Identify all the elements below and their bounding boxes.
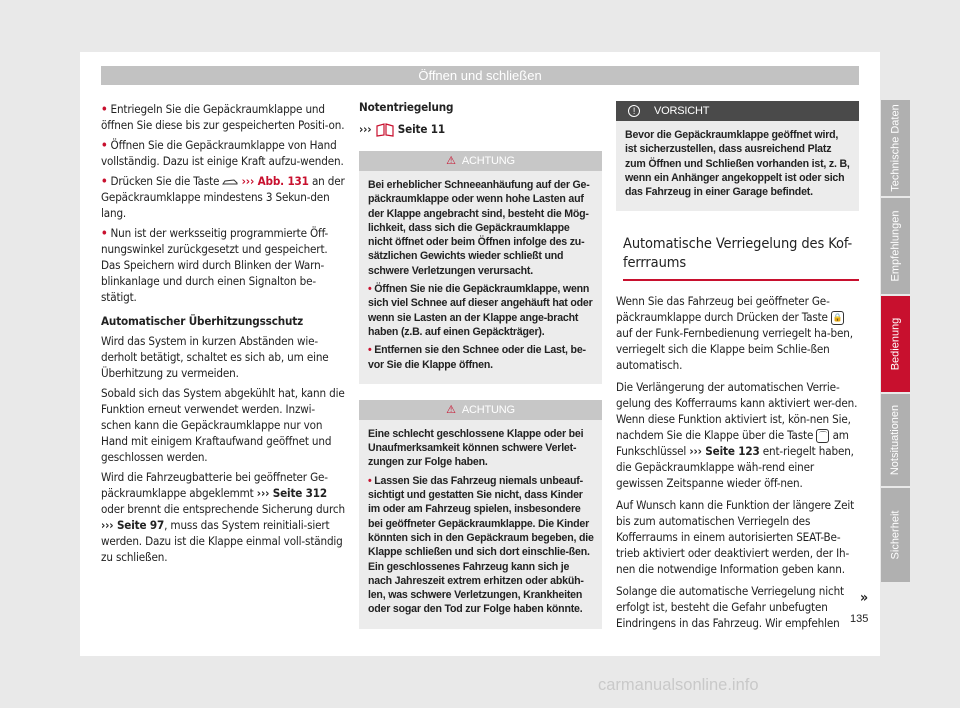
warning-bullet: • Öffnen Sie nie die Gepäckraumklappe, wenn sich viel Schnee auf dieser angehäuft hat oder wenn sie Lasten an der Klappe ange-bracht haben (z.B. auf einen Gepäckträger). (368, 283, 593, 338)
trunk-key-icon: ⌒ (816, 429, 829, 443)
tab-notsituationen[interactable]: Notsituationen (881, 394, 910, 486)
paragraph: Wird das System in kurzen Abständen wie-derholt betätigt, schaltet es sich ab, um eine Überhitzung zu vermeiden. (101, 334, 329, 380)
caution-header: ! VORSICHT (616, 101, 859, 121)
bullet-dot: • (101, 174, 108, 188)
lock-key-icon: 🔒 (831, 311, 844, 325)
paragraph: Auf Wunsch kann die Funktion der längere Zeit bis zum automatischen Verriegeln des Kofferraums in einem autorisierten SEAT-Be-trieb aktiviert oder deaktiviert werden, der Ih-nen die notwendige Information geben kann. (616, 498, 855, 577)
caution-text: Bevor die Gepäckraumklappe geöffnet wird, ist sicherzustellen, dass ausreichend Platz zum Öffnen und Schließen vorhanden ist, z. B, wenn ein Anhänger angekoppelt ist oder sich das Fahrzeug in einer Garage befindet. (625, 129, 850, 199)
tab-empfehlungen[interactable]: Empfehlungen (881, 198, 910, 294)
section-heading-notentriegelung: Notentriegelung (359, 100, 454, 114)
page-link-123[interactable]: ››› Seite 123 (689, 444, 760, 459)
bullet-4: • Nun ist der werksseitig programmierte Öff-nungswinkel zurückgesetzt und gespeichert. Das Speichern wird durch Blinken der Warn-blinkanlage und durch einen Signalton be-stätigt. (101, 226, 329, 304)
warning-bullet: • Entfernen sie den Schnee oder die Last, be-vor Sie die Klappe öffnen. (368, 344, 586, 371)
warning-header: ⚠ ACHTUNG (359, 151, 602, 171)
bullet-2: • Öffnen Sie die Gepäckraumklappe von Hand vollständig. Dazu ist einige Kraft aufzu-wenden. (101, 138, 344, 168)
paragraph: Solange die automatische Verriegelung nicht erfolgt ist, besteht die Gefahr unbefugten Eindringens in das Fahrzeug. Wir empfehlen (616, 584, 844, 631)
column-2 (359, 99, 602, 629)
trunk-button-icon (222, 178, 238, 186)
page-number: 135 (850, 613, 869, 625)
column-1 (101, 101, 345, 569)
bullet-dot: • (101, 226, 108, 240)
warning-triangle-icon: ⚠ (446, 155, 456, 167)
warning-bullet: • Lassen Sie das Fahrzeug niemals unbeauf-sichtigt und gestatten Sie nicht, dass Kinder im oder am Fahrzeug spielen, insbesondere bei geöffneter Gepäckraumklappe. Die Kinder könnten sich in den Gepäckraum begeben, die Klappe schließen und sich dort einschlie-ßen. Ein geschlossenes Fahrzeug kann sich je nach Jahreszeit extrem erhitzen oder abküh-len, was schwere Verletzungen, Krankheiten oder sogar den Tod zur Folge haben könnte. (368, 474, 594, 616)
tab-bedienung[interactable]: Bedienung (881, 296, 910, 392)
page-link-312[interactable]: ››› Seite 312 (256, 486, 328, 500)
bullet-1: • Entriegeln Sie die Gepäckraumklappe und öffnen Sie diese bis zur gespeicherten Positi-on. (101, 102, 345, 132)
warning-box-1 (359, 151, 602, 384)
tab-sicherheit[interactable]: Sicherheit (881, 488, 910, 582)
paragraph: Die Verlängerung der automatischen Verrie-gelung des Kofferraums kann aktiviert wer-den. Wenn diese Funktion aktiviert ist, kön-nen Sie, nachdem Sie die Klappe über die Taste ⌒ am Funkschlüssel ››› Seite 123 ent-riegelt haben, die Gepäckraumklappe wäh-rend einer gewissen Zeitspanne wieder öff-nen. (616, 380, 858, 491)
warning-triangle-icon: ⚠ (446, 403, 456, 416)
warning-header: ⚠ ACHTUNG (359, 400, 602, 420)
warning-box-2 (359, 400, 602, 629)
reference-line: ››› Seite 11 (359, 122, 445, 136)
paragraph: Wird die Fahrzeugbatterie bei geöffneter Ge-päckraumklappe abgeklemmt ››› Seite 312 oder brennt die entsprechende Sicherung durch ››› Seite 97, muss das System reinitiali-siert werden. Dazu ist die Klappe einmal voll-ständig zu schließen. (101, 470, 345, 564)
watermark: carmanualsonline.info (598, 676, 759, 694)
warning-text: Eine schlecht geschlossene Klappe oder bei Unaufmerksamkeit können schwere Verlet-zungen zur Folge haben. (368, 427, 584, 469)
page-link-11[interactable]: Seite 11 (397, 122, 445, 136)
caution-box (616, 101, 859, 211)
paragraph: Wenn Sie das Fahrzeug bei geöffneter Ge-päckraumklappe durch Drücken der Taste 🔒 auf der Funk-Fernbedienung verriegelt ha-ben, verriegelt sich die Klappe beim Schlie-ßen automatisch. (616, 294, 853, 373)
caution-icon: ! (628, 105, 640, 117)
bullet-3: • Drücken Sie die Taste ››› Abb. 131 an der Gepäckraumklappe mindestens 3 Sekun-den lang. (101, 174, 345, 220)
tab-technische-daten[interactable]: Technische Daten (881, 100, 910, 196)
paragraph: Sobald sich das System abgekühlt hat, kann die Funktion erneut verwendet werden. Inzwi-schen kann die Gepäckraumklappe nur von Hand mit einigem Kraftaufwand geöffnet und geschlossen werden. (101, 386, 345, 464)
page-link-97[interactable]: ››› Seite 97 (101, 518, 165, 532)
bullet-dot: • (101, 138, 108, 152)
warning-text: Bei erheblicher Schneeanhäufung auf der Ge-päckraumklappe oder wenn hohe Lasten auf der Klappe angebracht sind, besteht die Mög-lichkeit, dass sich die Gepäckraumklappe nicht öffnet oder beim Öffnen infolge des zu-sätzlichen Gewichts wieder schließt und schwere Verletzungen verursacht. (368, 179, 590, 277)
bullet-dot: • (101, 102, 108, 116)
page-header: Öffnen und schließen (101, 66, 859, 85)
section-title-auto-lock: Automatische Verriegelung des Kof-ferrraums (623, 235, 859, 281)
figure-link-abb-131[interactable]: ››› Abb. 131 (241, 174, 309, 188)
column-3 (616, 101, 859, 635)
subheading-overheat: Automatischer Überhitzungsschutz (101, 314, 304, 328)
continued-arrow-icon: » (860, 590, 869, 606)
book-icon (375, 123, 395, 137)
